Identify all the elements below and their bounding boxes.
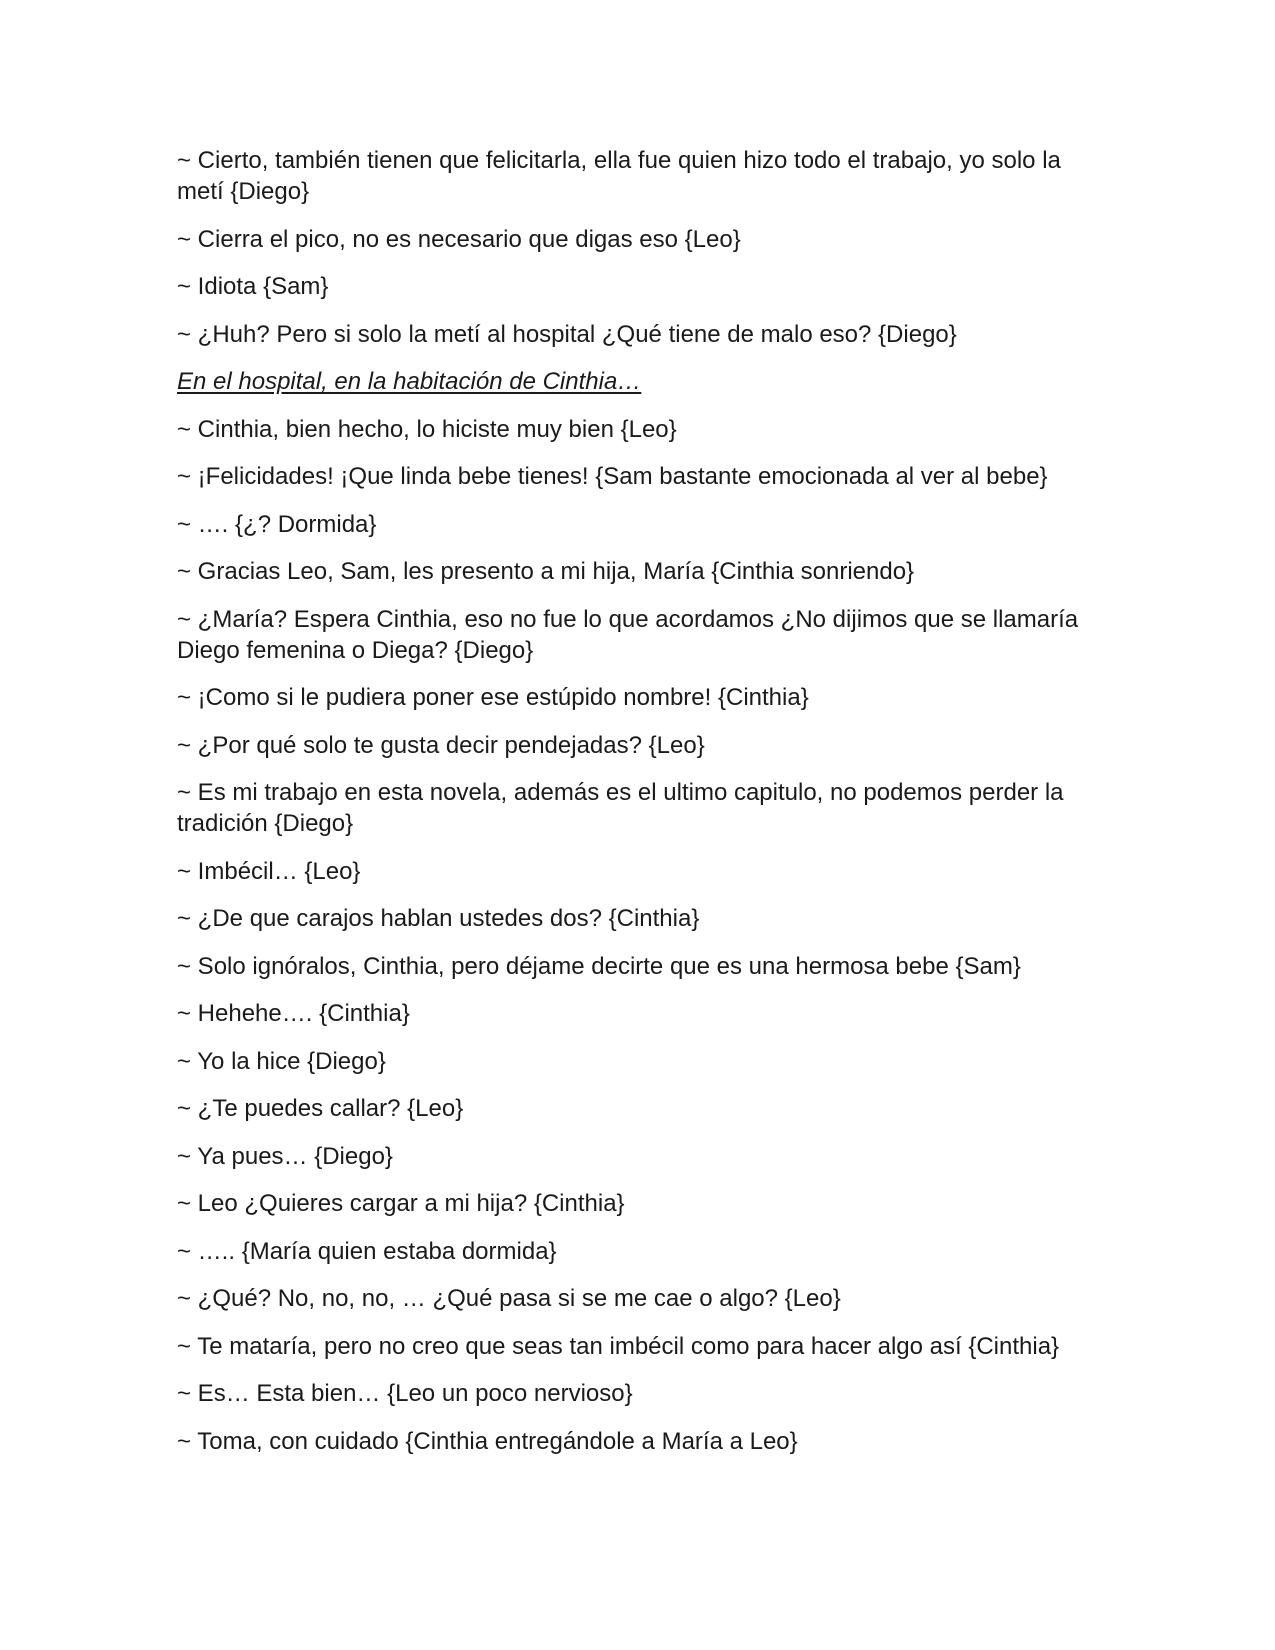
- dialogue-line: ~ Cierto, también tienen que felicitarla, ella fue quien hizo todo el trabajo, yo solo la metí {Diego}: [177, 147, 1061, 205]
- dialogue-line: ~ Yo la hice {Diego}: [177, 1047, 386, 1075]
- scene-heading: [177, 366, 1107, 397]
- dialogue-line: ~ ¿Te puedes callar? {Leo}: [177, 1095, 464, 1122]
- dialogue-line: ~ ¿María? Espera Cinthia, eso no fue lo que acordamos ¿No dijimos que se llamaría Diego femenina o Diega? {Diego}: [177, 605, 1079, 664]
- dialogue-line: ~ Hehehe…. {Cinthia}: [177, 1000, 410, 1027]
- dialogue-line: ~ ¿De que carajos hablan ustedes dos? {Cinthia}: [177, 905, 700, 932]
- dialogue-line: ~ Es mi trabajo en esta novela, además es el ultimo capitulo, no podemos perder la tradición {Diego}: [177, 779, 1064, 837]
- dialogue-line: ~ ¡Como si le pudiera poner ese estúpido nombre! {Cinthia}: [177, 684, 809, 711]
- dialogue-line: ~ Solo ignóralos, Cinthia, pero déjame decirte que es una hermosa bebe {Sam}: [177, 952, 1021, 980]
- dialogue-line: ~ …. {¿? Dormida}: [177, 510, 377, 538]
- dialogue-line: ~ Te mataría, pero no creo que seas tan imbécil como para hacer algo así {Cinthia}: [177, 1332, 1060, 1360]
- dialogue-line: ~ Leo ¿Quieres cargar a mi hija? {Cinthia}: [177, 1190, 625, 1217]
- dialogue-line: ~ Ya pues… {Diego}: [177, 1142, 393, 1170]
- dialogue-line: ~ Gracias Leo, Sam, les presento a mi hija, María {Cinthia sonriendo}: [177, 558, 915, 585]
- document-body: [177, 145, 1107, 1473]
- dialogue-line: ~ ¿Huh? Pero si solo la metí al hospital ¿Qué tiene de malo eso? {Diego}: [177, 320, 957, 348]
- dialogue-line: ~ Cinthia, bien hecho, lo hiciste muy bien {Leo}: [177, 415, 677, 443]
- dialogue-line: ~ Imbécil… {Leo}: [177, 857, 361, 885]
- dialogue-line: ~ Es… Esta bien… {Leo un poco nervioso}: [177, 1380, 633, 1407]
- scene-heading-text: En el hospital, en la habitación de Cinthia…: [177, 368, 642, 395]
- dialogue-line: ~ Toma, con cuidado {Cinthia entregándole a María a Leo}: [177, 1427, 798, 1455]
- dialogue-line: ~ Idiota {Sam}: [177, 273, 329, 300]
- dialogue-line: ~ Cierra el pico, no es necesario que digas eso {Leo}: [177, 225, 741, 253]
- dialogue-line: ~ ¡Felicidades! ¡Que linda bebe tienes! {Sam bastante emocionada al ver al bebe}: [177, 463, 1048, 490]
- dialogue-line: ~ ¿Por qué solo te gusta decir pendejadas? {Leo}: [177, 731, 705, 759]
- dialogue-line: ~ ….. {María quien estaba dormida}: [177, 1237, 557, 1265]
- dialogue-line: ~ ¿Qué? No, no, no, … ¿Qué pasa si se me cae o algo? {Leo}: [177, 1285, 841, 1312]
